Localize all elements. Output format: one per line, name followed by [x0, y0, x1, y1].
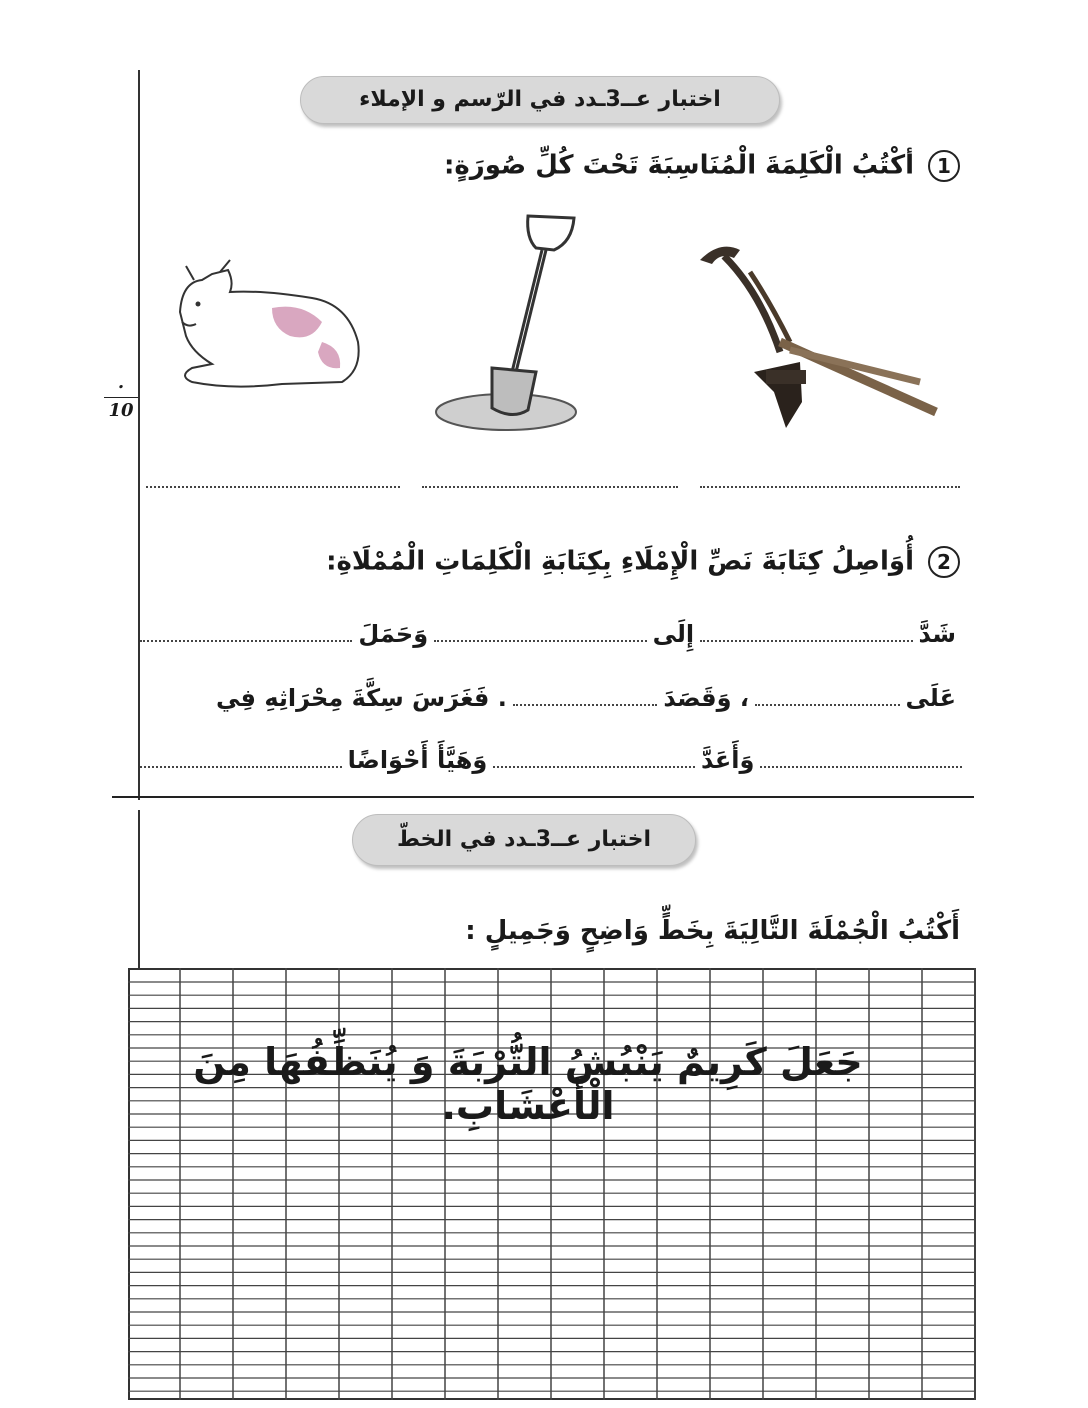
question2-text: أُوَاصِلُ كِتَابَةَ نَصِّ الْإِمْلَاءِ بِكِتَابَةِ الْكَلِمَاتِ الْمُمْلَاةِ:: [326, 546, 914, 577]
dictation-line-2: [210, 676, 962, 712]
cow-icon: [172, 252, 368, 394]
question3-text: أَكْتُبُ الْجُمْلَةَ التَّالِيَةَ بِخَطٍّ وَاضِحٍ وَجَمِيلٍ :: [465, 916, 960, 946]
dictation-word: شَدَّ: [918, 620, 956, 648]
score-total: 10: [104, 397, 138, 421]
dictation-blank[interactable]: [493, 764, 695, 768]
dictation-word: إِلَى: [652, 620, 695, 648]
question1: [260, 150, 960, 182]
dictation-blank[interactable]: [760, 764, 962, 768]
dictation-blank[interactable]: [434, 638, 646, 642]
dictation-blank[interactable]: [140, 764, 342, 768]
section2-title: اختبار عــ3ـدد في الخطّ: [352, 814, 696, 866]
dictation-word: وَأَعَدَّ: [700, 746, 755, 774]
question1-number: 1: [928, 150, 960, 182]
answer-line-cow[interactable]: [146, 484, 400, 488]
dictation-word: ، وَقَصَدَ: [663, 684, 749, 712]
question2: [200, 546, 960, 578]
question1-text: أكْتُبُ الْكَلِمَةَ الْمُنَاسِبَةَ تَحْتَ كُلِّ صُورَةٍ:: [444, 150, 914, 181]
answer-line-shovel[interactable]: [422, 484, 678, 488]
section-divider: [112, 796, 974, 798]
model-sentence: جَعَلَ كَرِيمٌ يَنْبُشُ التُّرْبَةَ وَ يُنَظِّفُهَا مِنَ الْأَعْشَابِ.: [193, 1040, 863, 1128]
dictation-word: عَلَى: [905, 684, 956, 712]
dictation-word: . فَغَرَسَ سِكَّةَ مِحْرَاثِهِ فِي: [215, 684, 507, 712]
section1-title: اختبار عــ3ـدد في الرّسم و الإملاء: [300, 76, 780, 124]
shovel-icon: [432, 212, 580, 432]
plough-icon: [690, 232, 942, 432]
dictation-word: وَحَمَلَ: [358, 620, 429, 648]
dictation-blank[interactable]: [700, 638, 912, 642]
handwriting-grid[interactable]: [128, 968, 976, 1400]
dictation-word: وَهَيَّأَ أَحْوَاضًا: [347, 746, 488, 774]
dictation-blank[interactable]: [140, 638, 352, 642]
answer-line-plough[interactable]: [700, 484, 960, 488]
question2-number: 2: [928, 546, 960, 578]
dictation-line-3: [140, 738, 962, 774]
left-margin-line: [138, 70, 140, 800]
dictation-blank[interactable]: [755, 702, 900, 706]
dictation-blank[interactable]: [513, 702, 658, 706]
dictation-line-1: [140, 612, 962, 648]
score-box: . 10: [104, 372, 138, 421]
